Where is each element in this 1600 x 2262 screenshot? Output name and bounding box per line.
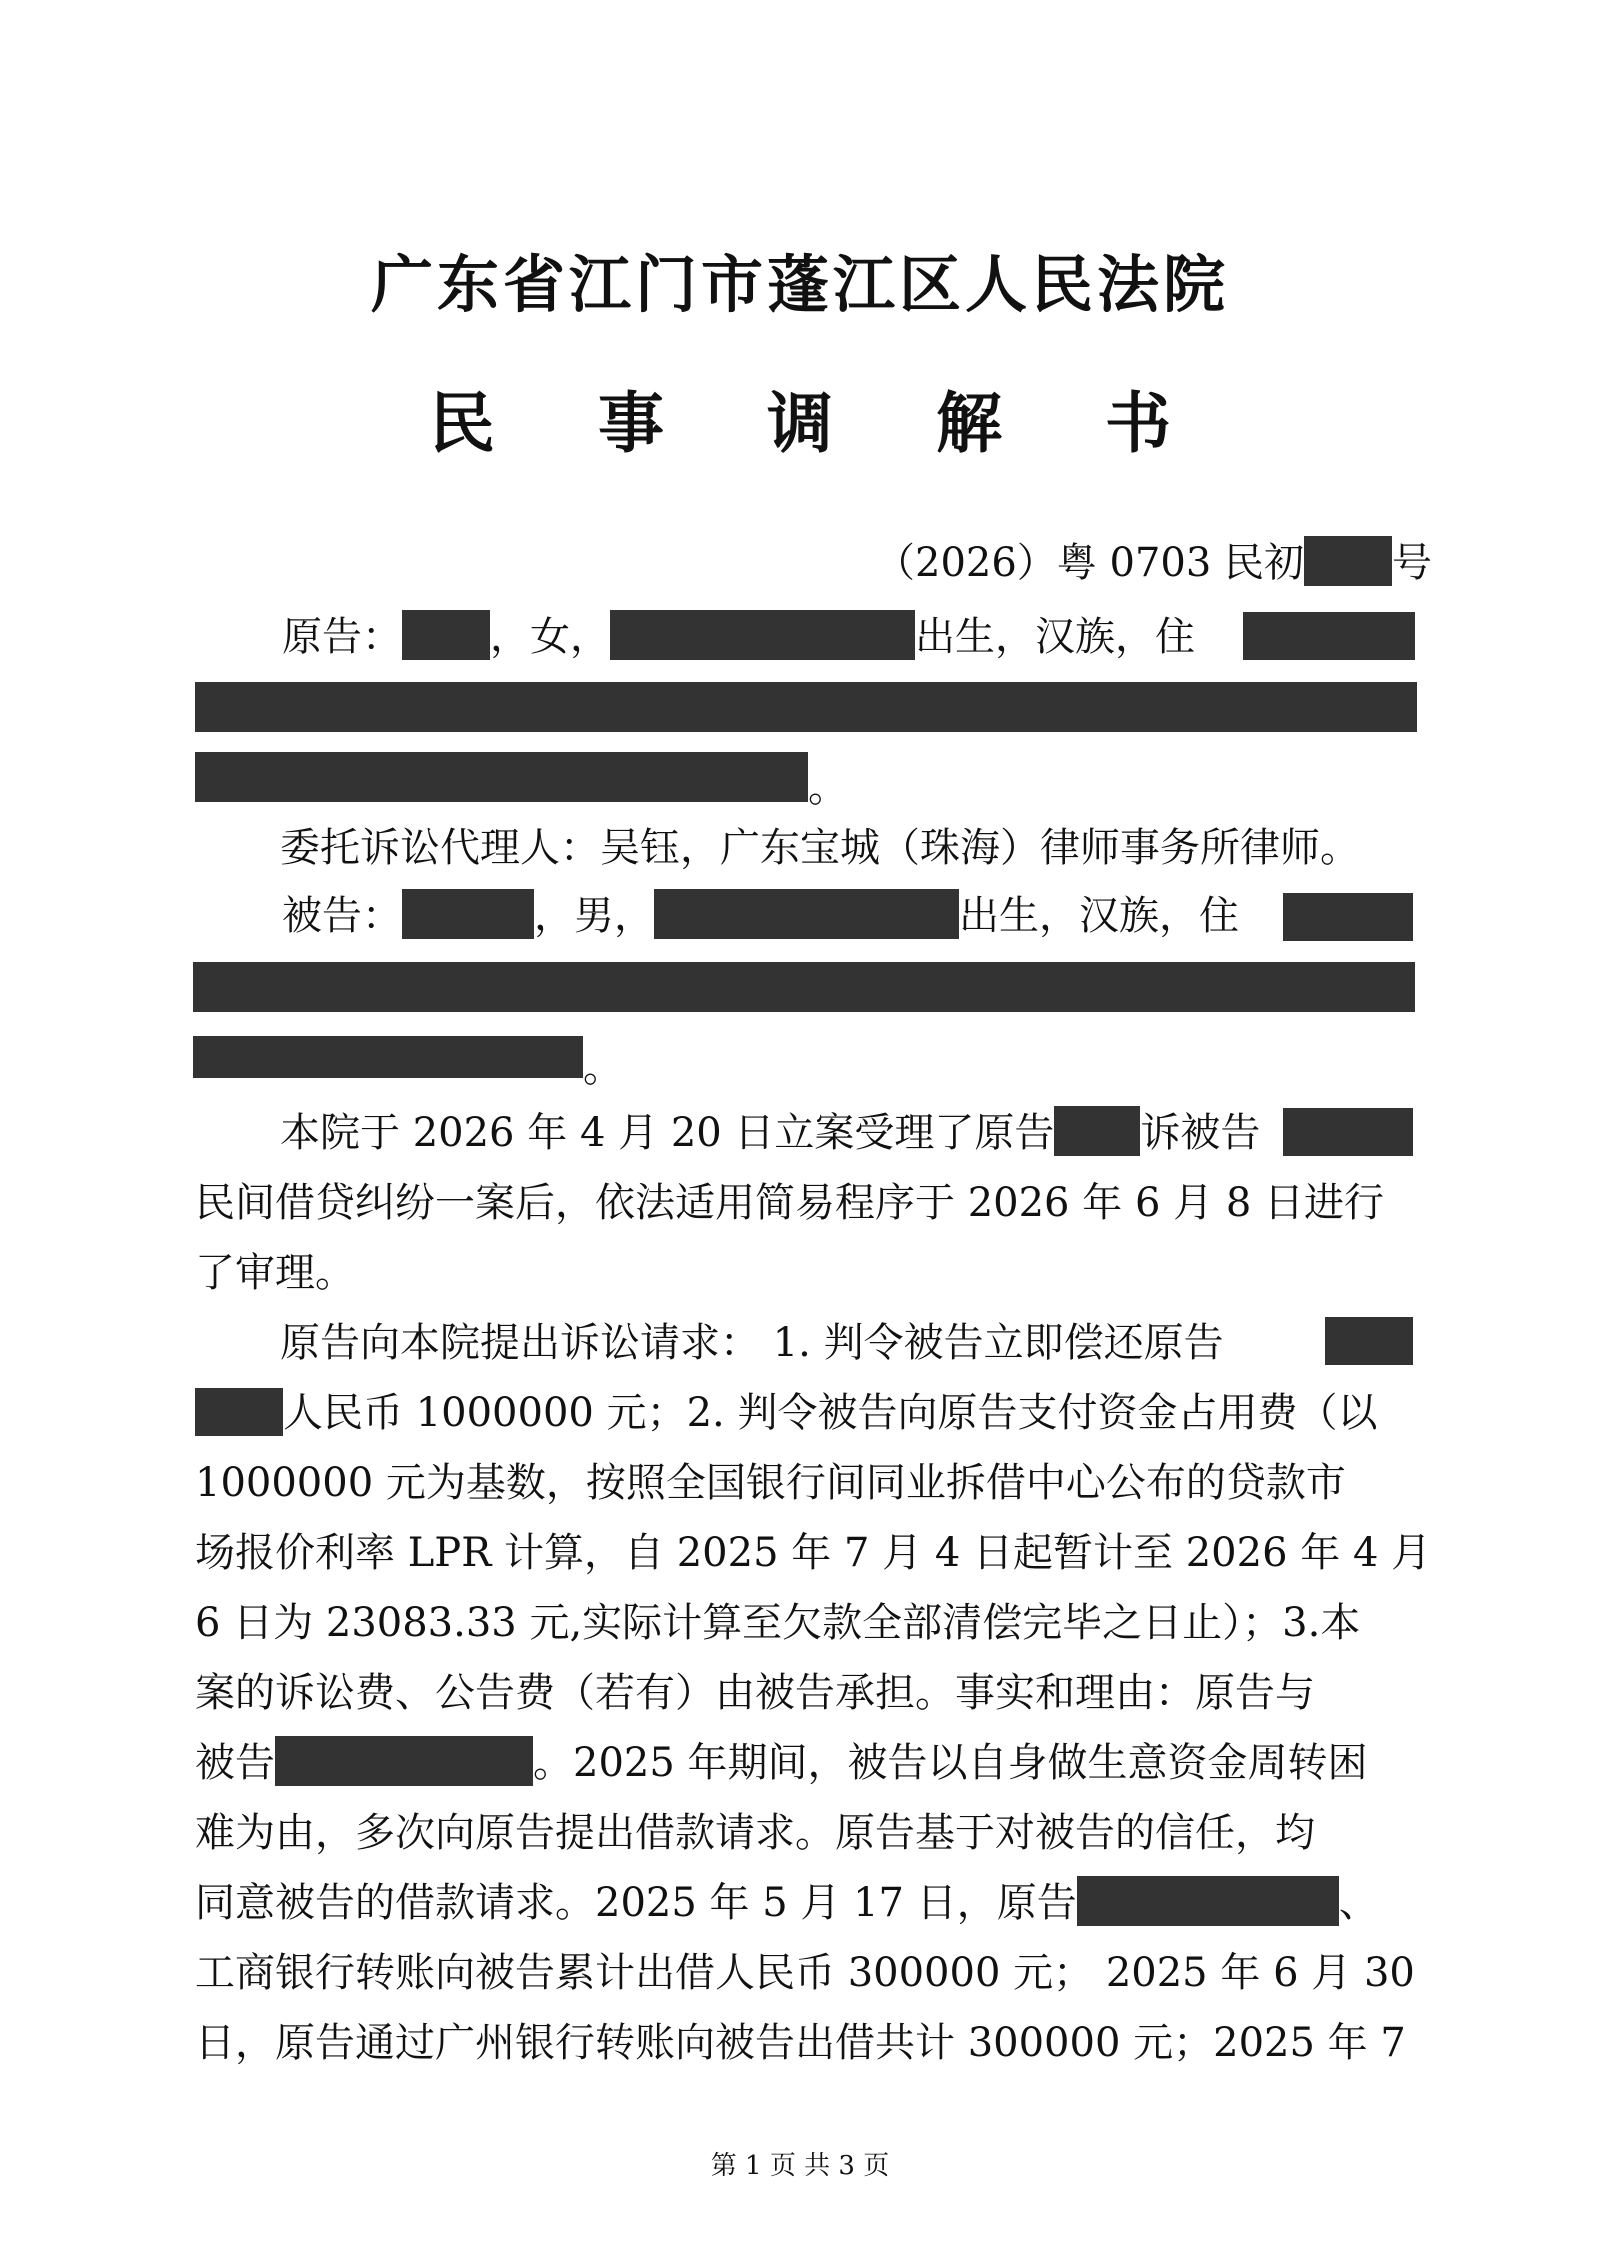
redaction bbox=[1325, 1317, 1413, 1365]
court-title: 广东省江门市蓬江区人民法院 bbox=[370, 248, 1229, 321]
defendant-label: 被告： bbox=[282, 893, 402, 939]
case-number-prefix: （2026）粤 0703 民初 bbox=[875, 540, 1305, 586]
redaction bbox=[1243, 612, 1415, 660]
redaction bbox=[1054, 1106, 1140, 1156]
paragraph-line bbox=[195, 1735, 1368, 1791]
paragraph-line: 日，原告通过广州银行转账向被告出借共计 300000 元；2025 年 7 bbox=[195, 2020, 1406, 2066]
paragraph-line: 难为由，多次向原告提出借款请求。原告基于对被告的信任，均 bbox=[195, 1810, 1315, 1856]
paragraph-line: 工商银行转账向被告累计出借人民币 300000 元； 2025 年 6 月 30 bbox=[195, 1950, 1415, 1996]
redaction bbox=[193, 962, 1415, 1012]
paragraph-line bbox=[195, 1875, 1379, 1931]
redaction bbox=[195, 1388, 283, 1436]
text: 本院于 2026 年 4 月 20 日立案受理了原告 bbox=[280, 1110, 1055, 1156]
redaction bbox=[1077, 1876, 1339, 1926]
defendant-sex: ，男， bbox=[534, 893, 654, 939]
paragraph-line: 了审理。 bbox=[195, 1250, 355, 1296]
text: 诉被告 bbox=[1140, 1110, 1261, 1156]
text: 。2025 年期间，被告以自身做生意资金周转困 bbox=[533, 1740, 1368, 1786]
page-footer: 第 1 页 共 3 页 bbox=[710, 2151, 890, 2181]
plaintiff-line bbox=[282, 609, 1195, 665]
redaction bbox=[275, 1736, 533, 1786]
redaction bbox=[193, 1036, 583, 1078]
redaction bbox=[654, 889, 959, 939]
plaintiff-birth-ethnic-address: 出生，汉族，住 bbox=[915, 614, 1195, 660]
paragraph-line bbox=[280, 1105, 1260, 1161]
paragraph-line: 原告向本院提出诉讼请求： 1. 判令被告立即偿还原告 bbox=[280, 1320, 1224, 1366]
paragraph-line: 案的诉讼费、公告费（若有）由被告承担。事实和理由：原告与 bbox=[195, 1670, 1315, 1716]
document-title: 民 事 调 解 书 bbox=[429, 384, 1211, 462]
defendant-birth-ethnic-address: 出生，汉族，住 bbox=[959, 893, 1239, 939]
plaintiff-address-end: 。 bbox=[808, 765, 848, 811]
paragraph-line: 民间借贷纠纷一案后，依法适用简易程序于 2026 年 6 月 8 日进行 bbox=[195, 1180, 1384, 1226]
paragraph-line: 1000000 元为基数，按照全国银行间同业拆借中心公布的贷款市 bbox=[195, 1460, 1346, 1506]
text: 被告 bbox=[195, 1740, 275, 1786]
redaction bbox=[195, 752, 808, 802]
paragraph-line: 场报价利率 LPR 计算，自 2025 年 7 月 4 日起暂计至 2026 年 4 月 bbox=[195, 1530, 1432, 1576]
defendant-address-end: 。 bbox=[583, 1045, 623, 1091]
plaintiff-sex: ，女， bbox=[490, 614, 610, 660]
plaintiff-label: 原告： bbox=[282, 614, 402, 660]
defendant-line bbox=[282, 888, 1239, 944]
agent-line: 委托诉讼代理人：吴钰，广东宝城（珠海）律师事务所律师。 bbox=[280, 825, 1360, 871]
redaction bbox=[402, 610, 490, 660]
redaction bbox=[1304, 536, 1392, 586]
text: 、 bbox=[1338, 1880, 1379, 1926]
redaction bbox=[610, 610, 915, 660]
paragraph-line: 6 日为 23083.33 元,实际计算至欠款全部清偿完毕之日止）；3.本 bbox=[195, 1600, 1361, 1646]
paragraph-line: 人民币 1000000 元；2. 判令被告向原告支付资金占用费（以 bbox=[283, 1390, 1378, 1436]
redaction bbox=[402, 889, 534, 939]
text: 同意被告的借款请求。2025 年 5 月 17 日，原告 bbox=[195, 1880, 1077, 1926]
case-number bbox=[875, 535, 1432, 591]
case-number-suffix: 号 bbox=[1392, 540, 1433, 586]
redaction bbox=[195, 682, 1417, 732]
redaction bbox=[1283, 893, 1413, 941]
redaction bbox=[1283, 1108, 1413, 1156]
